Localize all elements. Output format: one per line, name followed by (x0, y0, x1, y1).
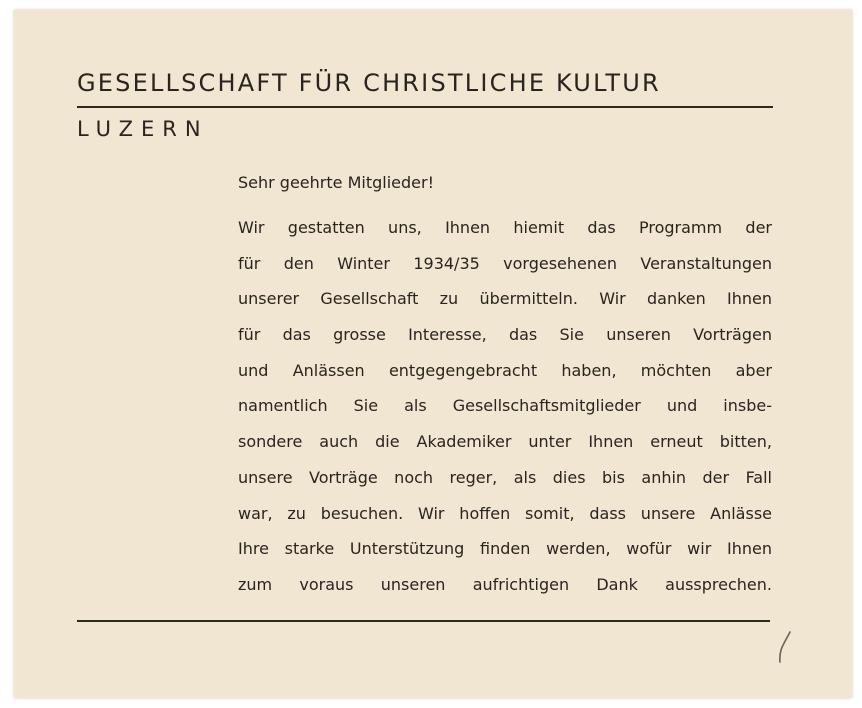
body-line: war, zu besuchen. Wir hoffen somit, dass unsere Anlässe (238, 503, 772, 523)
footer-divider (77, 620, 770, 622)
body-line: und Anlässen entgegengebracht haben, möchten aber (238, 360, 772, 380)
body-line: unserer Gesellschaft zu übermitteln. Wir danken Ihnen (238, 289, 772, 309)
body-line: unsere Vorträge noch reger, als dies bis anhin der Fall (238, 467, 772, 487)
salutation: Sehr geehrte Mitglieder! (238, 173, 434, 192)
organization-title: GESELLSCHAFT FÜR CHRISTLICHE KULTUR (77, 69, 661, 97)
body-line: Ihre starke Unterstützung finden werden, wofür wir Ihnen (238, 539, 772, 559)
letter-card (14, 10, 852, 698)
body-line: für den Winter 1934/35 vorgesehenen Veranstaltungen (238, 253, 772, 273)
body-line: für das grosse Interesse, das Sie unseren Vorträgen (238, 325, 772, 345)
header-divider (77, 106, 773, 108)
pencil-mark (778, 630, 792, 664)
body-line: Wir gestatten uns, Ihnen hiemit das Programm der (238, 218, 772, 237)
letter-body (238, 217, 772, 610)
body-line: zum voraus unseren aufrichtigen Dank aussprechen. (238, 574, 772, 594)
body-line: sondere auch die Akademiker unter Ihnen erneut bitten, (238, 432, 772, 452)
city-heading: LUZERN (77, 117, 209, 141)
body-line: namentlich Sie als Gesellschaftsmitglieder und insbe- (238, 396, 772, 416)
